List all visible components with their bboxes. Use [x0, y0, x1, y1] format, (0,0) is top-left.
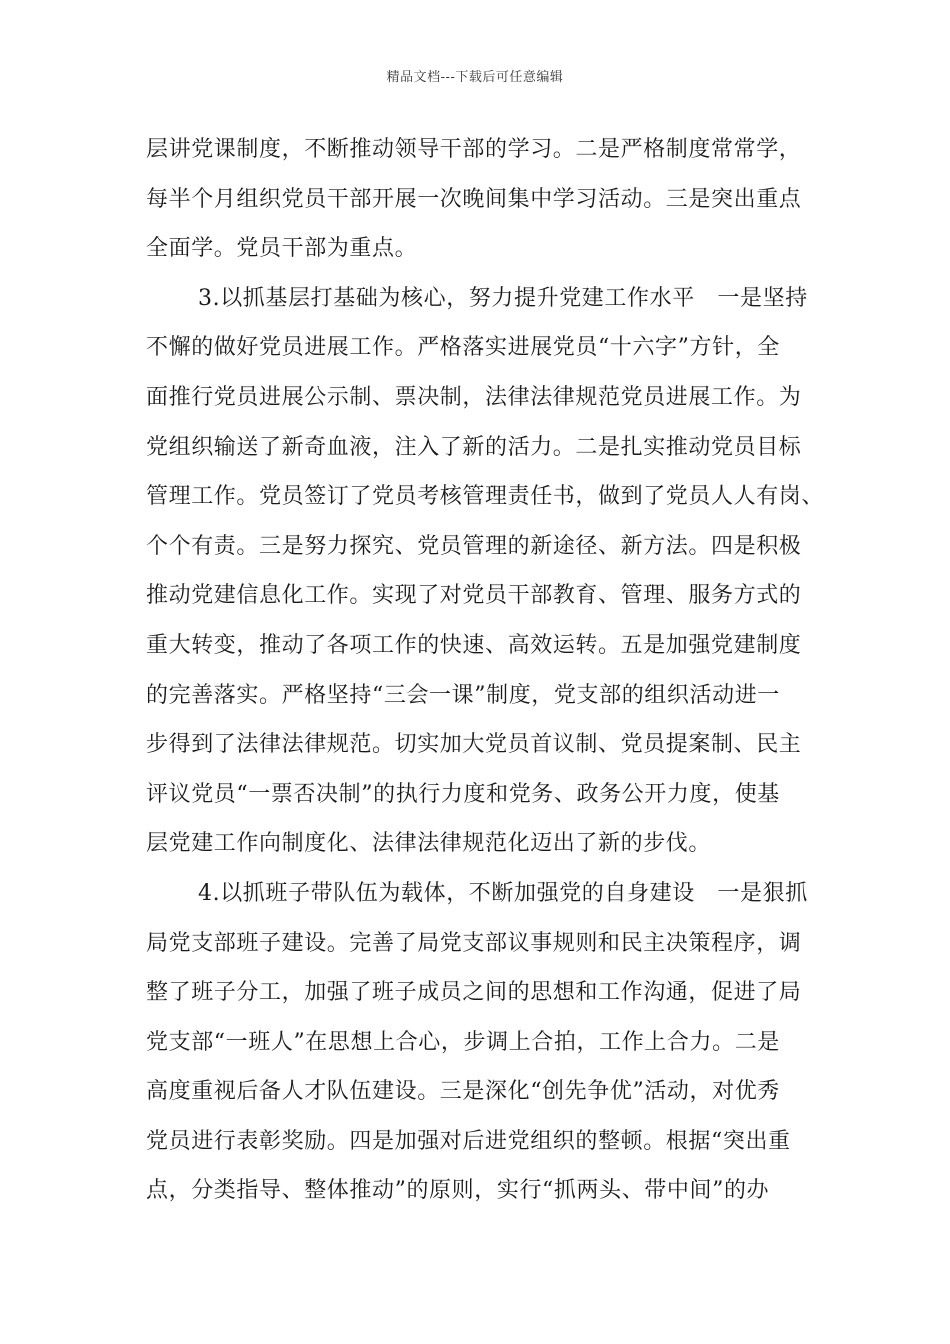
- text-line: 面推行党员进展公示制、票决制，法律法律规范党员进展工作。为: [146, 384, 802, 410]
- text-line: 步得到了法律法律规范。切实加大党员首议制、党员提案制、民主: [146, 732, 802, 758]
- page-header: 精品文档---下载后可任意编辑: [386, 70, 564, 85]
- text-line: 党组织输送了新奇血液，注入了新的活力。二是扎实推动党员目标: [146, 434, 802, 460]
- text-line: 点，分类指导、整体推动”的原则，实行“抓两头、带中间”的办: [146, 1178, 770, 1204]
- text-line: 管理工作。党员签订了党员考核管理责任书，做到了党员人人有岗、: [146, 484, 825, 510]
- text-line: 党支部“一班人”在思想上合心，步调上合拍，工作上合力。二是: [146, 1029, 780, 1055]
- text-line: 推动党建信息化工作。实现了对党员干部教育、管理、服务方式的: [146, 583, 802, 609]
- text-line: 高度重视后备人才队伍建设。三是深化“创先争优”活动，对优秀: [146, 1079, 780, 1105]
- text-line: 层党建工作向制度化、法律法律规范化迈出了新的步伐。: [146, 831, 712, 857]
- text-line: 整了班子分工，加强了班子成员之间的思想和工作沟通，促进了局: [146, 980, 802, 1006]
- text-line: 重大转变，推动了各项工作的快速、高效运转。五是加强党建制度: [146, 632, 802, 658]
- text-line: 评议党员“一票否决制”的执行力度和党务、政务公开力度，使基: [146, 781, 780, 807]
- text-line: 不懈的做好党员进展工作。严格落实进展党员“十六字”方针，全: [146, 335, 780, 361]
- text-line: 层讲党课制度，不断推动领导干部的学习。二是严格制度常常学，: [146, 137, 802, 162]
- section-heading-line: 3.以抓基层打基础为核心，努力提升党建工作水平 一是坚持: [198, 285, 808, 311]
- text-line: 的完善落实。严格坚持“三会一课”制度，党支部的组织活动进一: [146, 682, 780, 708]
- text-line: 局党支部班子建设。完善了局党支部议事规则和民主决策程序，调: [146, 930, 802, 956]
- text-line: 每半个月组织党员干部开展一次晚间集中学习活动。三是突出重点: [146, 186, 802, 212]
- section-heading-line: 4.以抓班子带队伍为载体，不断加强党的自身建设 一是狠抓: [198, 880, 808, 906]
- text-line: 党员进行表彰奖励。四是加强对后进党组织的整顿。根据“突出重: [146, 1128, 791, 1154]
- text-line: 个个有责。三是努力探究、党员管理的新途径、新方法。四是积极: [146, 533, 802, 559]
- body-text: [146, 125, 826, 1216]
- text-line: 全面学。党员干部为重点。: [146, 236, 418, 262]
